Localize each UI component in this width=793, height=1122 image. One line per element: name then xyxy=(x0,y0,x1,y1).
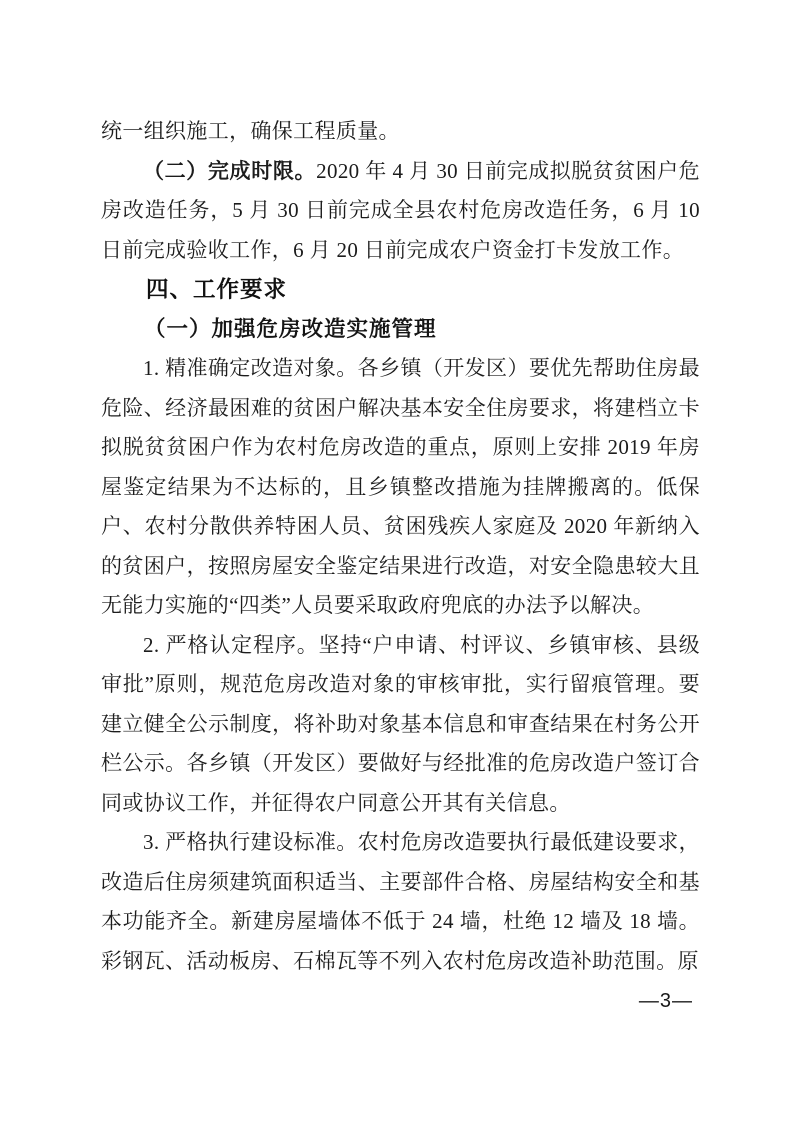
paragraph-text-completion-deadline: 2020 年 4 月 30 日前完成拟脱贫贫困户危房改造任务，5 月 30 日前完成全县农村危房改造任务，6 月 10 日前完成验收工作，6 月 20 日前完成农户资金打卡发放工作。 xyxy=(101,158,701,262)
paragraph-item-2-procedures: 2. 严格认定程序。坚持“户申请、村评议、乡镇审核、县级审批”原则，规范危房改造对象的审核审批，实行留痕管理。要建立健全公示制度，将补助对象基本信息和审查结果在村务公开栏公示。各乡镇（开发区）要做好与经批准的危房改造户签订合同或协议工作，并征得农户同意公开其有关信息。 xyxy=(101,632,700,815)
paragraph-item-3-standards: 3. 严格执行建设标准。农村危房改造要执行最低建设要求，改造后住房须建筑面积适当、主要部件合格、房屋结构安全和基本功能齐全。新建房屋墙体不低于 24 墙，杜绝 12 墙及 18 墙。彩钢瓦、活动板房、石棉瓦等不列入农村危房改造补助范围。原 xyxy=(101,830,700,973)
paragraph-completion-deadline xyxy=(101,152,700,271)
paragraph-construction-quality: 统一组织施工，确保工程质量。 xyxy=(101,119,400,143)
paragraph-lead-completion-deadline: （二）完成时限。 xyxy=(143,158,317,183)
page-number: —3— xyxy=(638,990,693,1012)
subsection-heading-strengthen-management: （一）加强危房改造实施管理 xyxy=(144,316,437,341)
section-heading-work-requirements: 四、工作要求 xyxy=(146,277,288,302)
document-body xyxy=(101,112,700,981)
paragraph-item-1-targets: 1. 精准确定改造对象。各乡镇（开发区）要优先帮助住房最危险、经济最困难的贫困户解决基本安全住房要求，将建档立卡拟脱贫贫困户作为农村危房改造的重点，原则上安排 2019 年房屋鉴定结果为不达标的，且乡镇整改措施为挂牌搬离的。低保户、农村分散供养特困人员、贫困残疾人家庭及 2020 年新纳入的贫困户，按照房屋安全鉴定结果进行改造，对安全隐患较大且无能力实施的“四类”人员要采取政府兜底的办法予以解决。 xyxy=(101,356,700,617)
